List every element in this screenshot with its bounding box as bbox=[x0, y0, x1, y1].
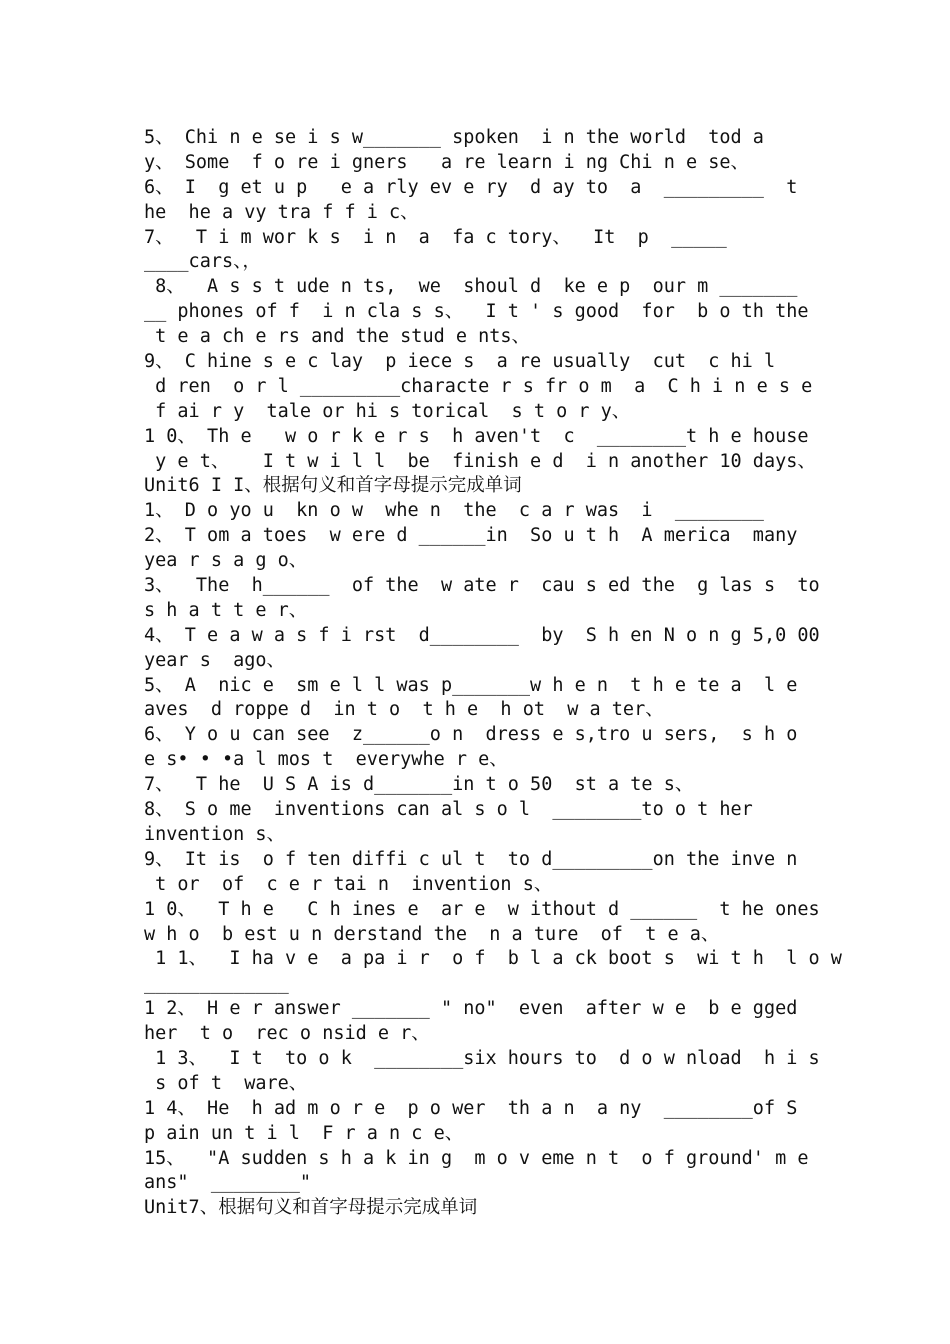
text-line: year s ago、 bbox=[144, 649, 286, 671]
text-line: 1 0、 Th e w o r k e r s h aven't c ________t h e house bbox=[144, 425, 809, 447]
exercise-text bbox=[144, 126, 842, 1221]
text-line: s h a t t e r、 bbox=[144, 599, 308, 621]
text-line: 1 3、 I t to o k ________six hours to d o w nload h i s bbox=[144, 1047, 820, 1069]
text-line: yea r s a g o、 bbox=[144, 550, 308, 572]
text-line: 8、 A s s t ude n ts, we shoul d ke e p our m _______ bbox=[144, 276, 798, 298]
text-line: 3、 The h______ of the w ate r cau s ed the g las s to bbox=[144, 575, 820, 597]
text-line: 15、 "A sudden s h a k in g m o v eme n t o f ground' m e bbox=[144, 1147, 809, 1169]
text-line: ans" ________" bbox=[144, 1172, 312, 1194]
text-line: her t o rec o nsid e r、 bbox=[144, 1023, 430, 1045]
text-line: aves d roppe d in t o t h e h ot w a ter、 bbox=[144, 699, 664, 721]
text-line: s of t ware、 bbox=[144, 1072, 308, 1094]
text-line: 1 4、 He h ad m o r e p o wer th a n a ny ________of S bbox=[144, 1097, 798, 1119]
text-line: w h o b est u n derstand the n a ture of t e a、 bbox=[144, 923, 720, 945]
text-line: 7、 T he U S A is d_______in t o 50 st a te s、 bbox=[144, 774, 694, 796]
text-line: ____cars、， bbox=[144, 251, 261, 273]
text-line: 1 0、 T h e C h ines e ar e w ithout d ______ t he ones bbox=[144, 898, 820, 920]
text-line: 8、 S o me inventions can al s o l ________to o t her bbox=[144, 799, 753, 821]
text-line: __ phones of f i n cla s s、 I t ' s good for b o th the bbox=[144, 301, 809, 323]
text-line: 6、 I g et u p e a rly ev e ry d ay to a _________ t bbox=[144, 176, 798, 198]
text-line: he he a vy tra f f i c、 bbox=[144, 201, 419, 223]
text-line: 5、 Chi n e se i s w_______ spoken i n the world tod a bbox=[144, 127, 764, 148]
section-heading-unit7: Unit7、根据句义和首字母提示完成单词 bbox=[144, 1197, 478, 1219]
text-line: d ren o r l _________characte r s fr o m a C h i n e s e bbox=[144, 375, 813, 397]
text-line: e s• • •a l mos t everywhe r e、 bbox=[144, 749, 508, 771]
text-line: y e t、 I t w i l l be finish e d i n another 10 days、 bbox=[144, 450, 816, 472]
text-line: 1、 D o yo u kn o w whe n the c a r was i ________ bbox=[144, 500, 764, 522]
text-line: y、 Some f o re i gners a re learn i ng Chi n e se、 bbox=[144, 151, 750, 173]
text-line: 9、 C hine s e c lay p iece s a re usually cut c hi l bbox=[144, 351, 776, 373]
text-line: 5、 A nic e sm e l l was p_______w h e n t h e te a l e bbox=[144, 674, 798, 696]
section-heading-unit6: Unit6 I I、根据句义和首字母提示完成单词 bbox=[144, 475, 522, 497]
text-line: t or of c e r tai n invention s、 bbox=[144, 873, 553, 895]
text-line: p ain un t i l F r a n c e、 bbox=[144, 1122, 464, 1144]
text-line: 9、 It is o f ten diffi c ul t to d_________on the inve n bbox=[144, 848, 798, 870]
text-line: f ai r y tale or hi s torical s t o r y、 bbox=[144, 400, 631, 422]
text-line: 2、 T om a toes w ere d ______in So u t h A merica many bbox=[144, 525, 798, 547]
text-line: t e a ch e rs and the stud e nts、 bbox=[144, 326, 531, 348]
text-line: 7、 T i m wor k s i n a fa c tory、 It p _____ bbox=[144, 226, 727, 248]
text-line: 6、 Y o u can see z______o n dress e s,tro u sers, s h o bbox=[144, 724, 798, 746]
text-line: 1 2、 H e r answer _______ " no" even after w e b e gged bbox=[144, 998, 798, 1020]
text-line: invention s、 bbox=[144, 823, 286, 845]
text-line: 4、 T e a w a s f i rst d________ by S h en N o n g 5,0 00 bbox=[144, 624, 820, 646]
text-line: 1 1、 I ha v e a pa i r o f b l a ck boot s wi t h l o w bbox=[144, 948, 842, 970]
text-line: _____________ bbox=[144, 973, 289, 995]
